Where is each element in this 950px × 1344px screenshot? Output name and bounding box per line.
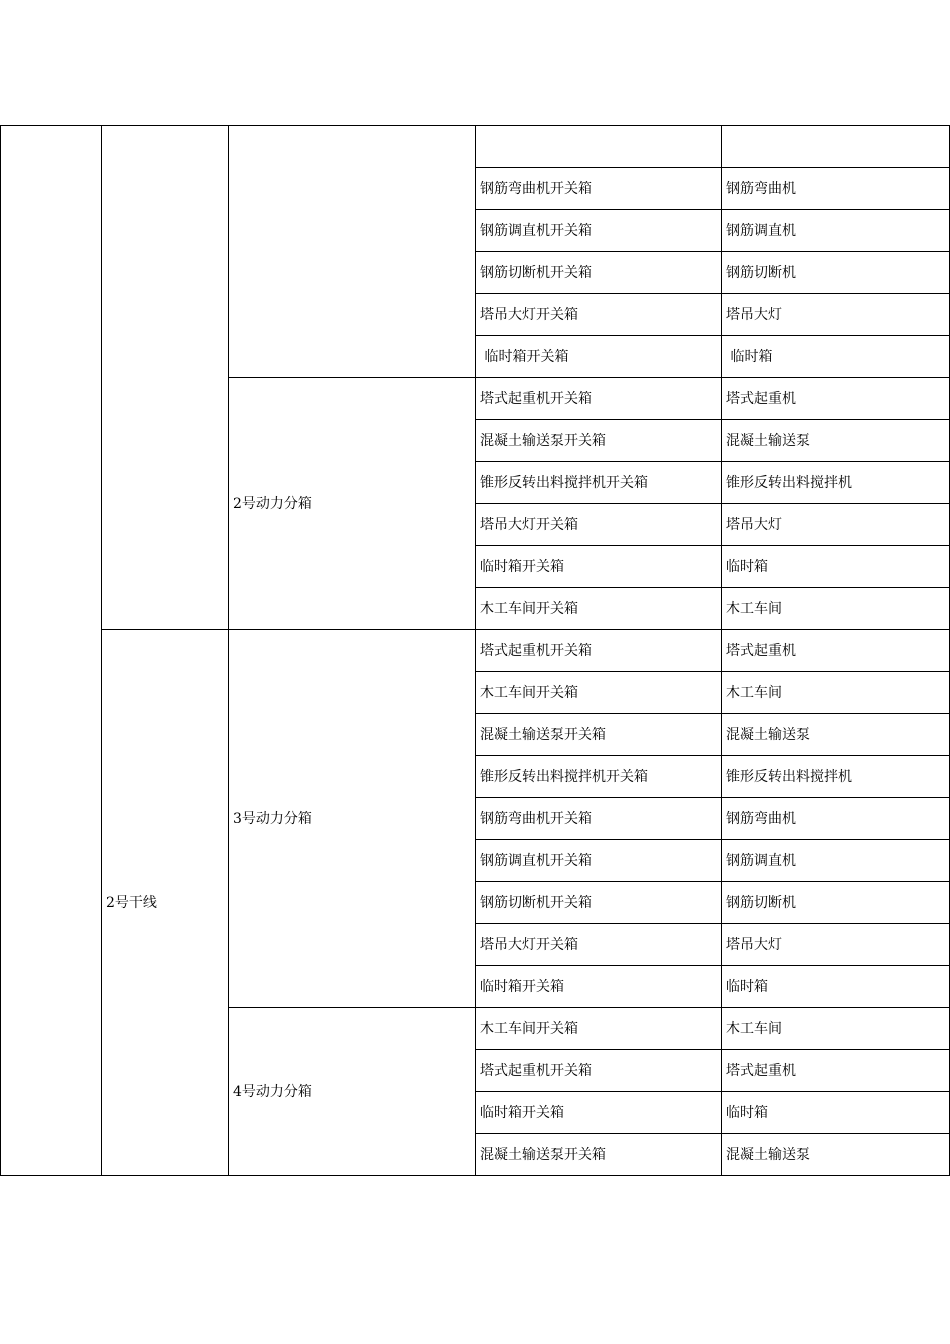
switch-box-cell: 木工车间开关箱: [476, 672, 722, 714]
equipment-cell: 锥形反转出料搅拌机: [722, 462, 950, 504]
switch-box-cell: 塔吊大灯开关箱: [476, 924, 722, 966]
equipment-cell: 钢筋弯曲机: [722, 798, 950, 840]
switch-box-cell: [476, 126, 722, 168]
switch-box-cell: 塔式起重机开关箱: [476, 378, 722, 420]
switch-box-cell: 混凝土输送泵开关箱: [476, 714, 722, 756]
equipment-cell: 木工车间: [722, 588, 950, 630]
switch-box-cell: 混凝土输送泵开关箱: [476, 420, 722, 462]
box1-cell: [229, 126, 476, 378]
switch-box-cell: 锥形反转出料搅拌机开关箱: [476, 756, 722, 798]
switch-box-cell: 木工车间开关箱: [476, 588, 722, 630]
switch-box-cell: 临时箱开关箱: [476, 1092, 722, 1134]
table-body: [1, 126, 950, 1176]
box3-label: 3号动力分箱: [229, 630, 476, 1008]
equipment-cell: 临时箱: [722, 1092, 950, 1134]
switch-box-cell: 塔吊大灯开关箱: [476, 294, 722, 336]
equipment-cell: 钢筋调直机: [722, 840, 950, 882]
table-row: [1, 630, 950, 672]
equipment-cell: 钢筋弯曲机: [722, 168, 950, 210]
switch-box-cell: 塔式起重机开关箱: [476, 630, 722, 672]
box4-label: 4号动力分箱: [229, 1008, 476, 1176]
switch-box-cell: 塔吊大灯开关箱: [476, 504, 722, 546]
switch-box-cell: 锥形反转出料搅拌机开关箱: [476, 462, 722, 504]
equipment-cell: 临时箱: [722, 336, 950, 378]
equipment-cell: 混凝土输送泵: [722, 420, 950, 462]
equipment-cell: [722, 126, 950, 168]
box2-label: 2号动力分箱: [229, 378, 476, 630]
equipment-cell: 木工车间: [722, 1008, 950, 1050]
switch-box-cell: 塔式起重机开关箱: [476, 1050, 722, 1092]
switch-box-cell: 钢筋调直机开关箱: [476, 840, 722, 882]
trunk1-cell: [102, 126, 229, 630]
equipment-cell: 钢筋切断机: [722, 252, 950, 294]
equipment-cell: 塔式起重机: [722, 1050, 950, 1092]
switch-box-cell: 木工车间开关箱: [476, 1008, 722, 1050]
equipment-cell: 塔吊大灯: [722, 504, 950, 546]
equipment-cell: 塔吊大灯: [722, 924, 950, 966]
equipment-cell: 混凝土输送泵: [722, 714, 950, 756]
equipment-cell: 临时箱: [722, 546, 950, 588]
switch-box-cell: 钢筋弯曲机开关箱: [476, 798, 722, 840]
switch-box-cell: 临时箱开关箱: [476, 966, 722, 1008]
switch-box-cell: 钢筋切断机开关箱: [476, 252, 722, 294]
equipment-cell: 塔吊大灯: [722, 294, 950, 336]
trunk2-label: 2号干线: [102, 630, 229, 1176]
switch-box-cell: 钢筋切断机开关箱: [476, 882, 722, 924]
equipment-cell: 混凝土输送泵: [722, 1134, 950, 1176]
equipment-cell: 塔式起重机: [722, 630, 950, 672]
equipment-cell: 钢筋切断机: [722, 882, 950, 924]
switch-box-cell: 混凝土输送泵开关箱: [476, 1134, 722, 1176]
switch-box-cell: 钢筋弯曲机开关箱: [476, 168, 722, 210]
equipment-cell: 临时箱: [722, 966, 950, 1008]
switch-box-cell: 钢筋调直机开关箱: [476, 210, 722, 252]
table-row: [1, 126, 950, 168]
power-distribution-table: [0, 125, 950, 1176]
equipment-cell: 锥形反转出料搅拌机: [722, 756, 950, 798]
equipment-cell: 塔式起重机: [722, 378, 950, 420]
equipment-cell: 钢筋调直机: [722, 210, 950, 252]
equipment-cell: 木工车间: [722, 672, 950, 714]
system-cell: [1, 126, 102, 1176]
switch-box-cell: 临时箱开关箱: [476, 336, 722, 378]
switch-box-cell: 临时箱开关箱: [476, 546, 722, 588]
